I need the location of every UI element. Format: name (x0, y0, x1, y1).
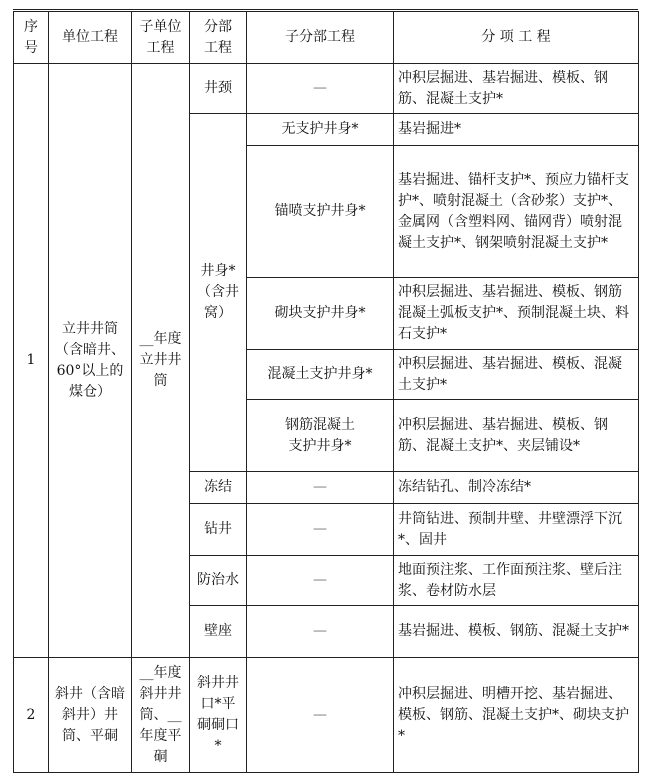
item-cell: 冲积层掘进、基岩掘进、模板、混凝土支护* (394, 350, 639, 400)
row2-division: 斜井井口*平硐硐口* (190, 658, 247, 773)
subdivision-cell: 锚喷支护井身* (247, 146, 394, 278)
table-row (14, 658, 639, 773)
item-cell: 冲积层掘进、基岩掘进、模板、钢筋、混凝土支护* (394, 64, 639, 114)
division-cell: 冻结 (190, 472, 247, 504)
header-subdivision: 子分部工程 (247, 12, 394, 64)
subdivision-cell: — (247, 504, 394, 556)
item-cell: 井筒钻进、预制井壁、井壁漂浮下沉*、固井 (394, 504, 639, 556)
row2-item: 冲积层掘进、明槽开挖、基岩掘进、模板、钢筋、混凝土支护*、砌块支护* (394, 658, 639, 773)
division-cell: 钻井 (190, 504, 247, 556)
row2-unit: 斜井（含暗斜井）井筒、平硐 (49, 658, 132, 773)
division-table (13, 11, 639, 773)
subdivision-cell: 砌块支护井身* (247, 278, 394, 350)
table-top-rule (13, 9, 638, 10)
subdivision-cell: — (247, 64, 394, 114)
subdivision-cell: — (247, 606, 394, 658)
header-division: 分部 工程 (190, 12, 247, 64)
subdivision-cell: 无支护井身* (247, 114, 394, 146)
division-cell: 壁座 (190, 606, 247, 658)
item-cell: 基岩掘进、锚杆支护*、预应力锚杆支护*、喷射混凝土（含砂浆）支护*、金属网（含塑料网、锚网背）喷射混凝土支护*、钢架喷射混凝土支护* (394, 146, 639, 278)
table-row (14, 64, 639, 114)
row2-no: 2 (14, 658, 49, 773)
division-cell: 井颈 (190, 64, 247, 114)
item-cell: 基岩掘进、模板、钢筋、混凝土支护* (394, 606, 639, 658)
header-subunit: 子单位 工程 (132, 12, 190, 64)
header-unit: 单位工程 (49, 12, 132, 64)
row2-subdivision: — (247, 658, 394, 773)
subdivision-cell: 混凝土支护井身* (247, 350, 394, 400)
row2-subunit: __年度斜井井筒、__年度平硐 (132, 658, 190, 773)
item-cell: 地面预注浆、工作面预注浆、壁后注浆、卷材防水层 (394, 556, 639, 606)
header-item: 分 项 工 程 (394, 12, 639, 64)
subdivision-cell: — (247, 472, 394, 504)
subdivision-cell: — (247, 556, 394, 606)
header-row (14, 12, 639, 64)
division-cell: 防治水 (190, 556, 247, 606)
row1-no: 1 (14, 64, 49, 658)
item-cell: 基岩掘进* (394, 114, 639, 146)
item-cell: 冲积层掘进、基岩掘进、模板、钢筋、混凝土支护*、夹层铺设* (394, 400, 639, 472)
row1-subunit: __年度立井井筒 (132, 64, 190, 658)
row1-unit: 立井井筒（含暗井、60°以上的煤仓） (49, 64, 132, 658)
item-cell: 冻结钻孔、制冷冻结* (394, 472, 639, 504)
item-cell: 冲积层掘进、基岩掘进、模板、钢筋混凝土弧板支护*、预制混凝土块、料石支护* (394, 278, 639, 350)
subdivision-cell: 钢筋混凝土 支护井身* (247, 400, 394, 472)
header-no: 序号 (14, 12, 49, 64)
division-cell-shaft-body: 井身*（含井窝） (190, 114, 247, 472)
